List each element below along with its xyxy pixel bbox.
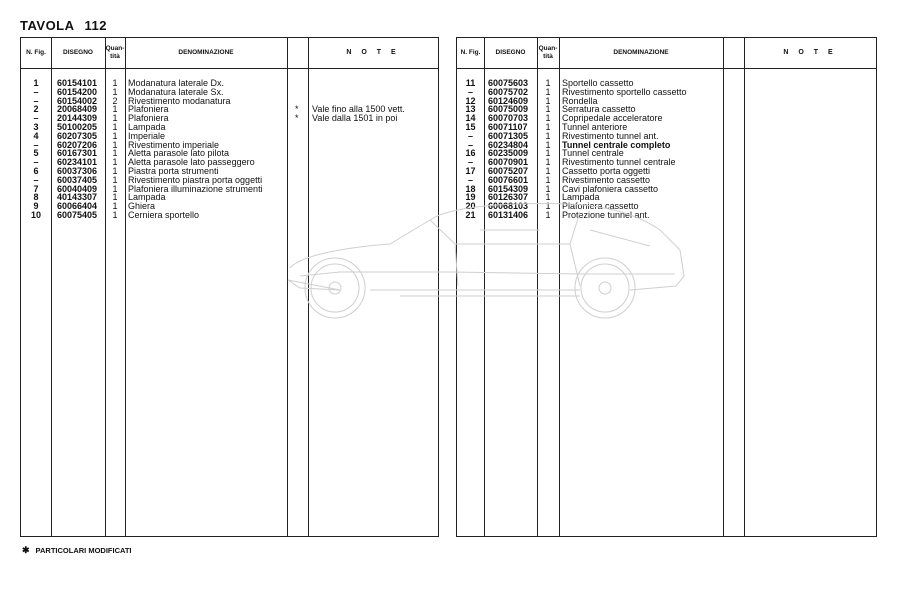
part-number: 60075207: [488, 165, 529, 176]
part-description: Protezione tunnel ant.: [562, 209, 650, 220]
part-description: Serratura cassetto: [562, 104, 636, 115]
part-note: Vale dalla 1501 in poi: [312, 113, 398, 124]
quantity: 1: [545, 139, 551, 150]
part-description: Rivestimento imperiale: [128, 139, 220, 150]
fig-number: –: [467, 130, 473, 141]
quantity: 1: [112, 121, 118, 132]
fig-number: –: [467, 174, 473, 185]
part-number: 60071107: [488, 121, 528, 132]
quantity: 1: [545, 86, 551, 97]
part-number: 60075702: [488, 86, 529, 97]
part-description: Plafoniera cassetto: [562, 201, 639, 212]
modified-mark: *: [295, 104, 299, 115]
quantity: 1: [545, 174, 551, 185]
header-disegno: DISEGNO: [495, 49, 526, 56]
footnote: [22, 545, 132, 556]
car-outline-illustration: [280, 190, 690, 330]
part-description: Rivestimento cassetto: [562, 174, 651, 185]
part-description: Imperiale: [128, 130, 166, 141]
quantity: 1: [545, 183, 551, 194]
part-description: Aletta parasole lato passeggero: [128, 157, 255, 168]
part-description: Cavi plafoniera cassetto: [562, 183, 659, 194]
quantity: 1: [545, 192, 551, 203]
part-number: 60154101: [57, 78, 98, 88]
part-description: Tunnel centrale: [562, 148, 624, 159]
part-number: 60068103: [488, 201, 529, 212]
quantity: 1: [545, 148, 551, 159]
part-description: Sportello cassetto: [562, 78, 634, 88]
fig-number: 4: [33, 130, 39, 141]
fig-number: 3: [33, 121, 39, 132]
fig-number: 2: [33, 104, 39, 115]
footnote-text: PARTICOLARI MODIFICATI: [35, 546, 132, 555]
part-number: 60154002: [57, 95, 98, 106]
quantity: 1: [112, 201, 118, 212]
quantity: 1: [545, 130, 551, 141]
part-number: 20144309: [57, 113, 98, 124]
header-note: N O T E: [346, 49, 400, 56]
part-description: Rivestimento tunnel ant.: [562, 130, 659, 141]
quantity: 1: [112, 157, 118, 168]
part-description: Rivestimento modanatura: [128, 95, 231, 106]
title-label: TAVOLA: [20, 18, 75, 33]
quantity: 1: [112, 113, 118, 124]
part-number: 60075405: [57, 209, 98, 220]
part-number: 60234101: [57, 157, 98, 168]
part-description: Cassetto porta oggetti: [562, 165, 651, 176]
fig-number: 6: [33, 165, 39, 176]
fig-number: –: [467, 157, 473, 168]
part-number: 60066404: [57, 201, 98, 212]
fig-number: –: [33, 113, 39, 124]
quantity: 1: [545, 78, 551, 88]
part-description: Piastra porta strumenti: [128, 165, 219, 176]
fig-number: 8: [33, 192, 39, 203]
part-number: 60070703: [488, 113, 529, 124]
header-fig: N. Fig.: [460, 49, 481, 56]
fig-number: –: [33, 139, 39, 150]
quantity: 1: [545, 113, 551, 124]
part-description: Lampada: [562, 192, 600, 203]
part-description: Copripedale acceleratore: [562, 113, 663, 124]
part-number: 60207206: [57, 139, 98, 150]
part-description: Lampada: [128, 192, 166, 203]
quantity: 1: [545, 209, 551, 220]
fig-number: 21: [465, 209, 476, 220]
part-description: Tunnel centrale completo: [562, 139, 671, 150]
quantity: 1: [545, 201, 551, 212]
part-note: Vale fino alla 1500 vett.: [312, 104, 405, 115]
fig-number: –: [33, 174, 39, 185]
fig-number: –: [33, 157, 39, 168]
quantity: 1: [112, 130, 118, 141]
quantity: 1: [545, 104, 551, 115]
quantity: 1: [545, 157, 551, 168]
part-description: Lampada: [128, 121, 166, 132]
fig-number: 9: [33, 201, 39, 212]
part-number: 60207305: [57, 130, 98, 141]
part-description: Plafoniera: [128, 104, 169, 115]
part-number: 60076601: [488, 174, 529, 185]
part-description: Plafoniera illuminazione strumenti: [128, 183, 263, 194]
header-quantita: Quan- tità: [538, 45, 558, 60]
table-number: 112: [84, 18, 107, 33]
fig-number: –: [33, 95, 39, 106]
part-description: Modanatura laterale Sx.: [128, 86, 224, 97]
quantity: 1: [112, 78, 118, 88]
fig-number: –: [467, 139, 473, 150]
part-number: 40143307: [57, 192, 98, 203]
quantity: 1: [112, 183, 118, 194]
fig-number: 1: [33, 78, 39, 88]
modified-mark: *: [295, 113, 299, 124]
part-number: 60235009: [488, 148, 529, 159]
fig-number: 13: [465, 104, 476, 115]
fig-number: 5: [33, 148, 39, 159]
part-number: 60071305: [488, 130, 529, 141]
fig-number: 19: [465, 192, 476, 203]
fig-number: 7: [33, 183, 39, 194]
quantity: 1: [545, 95, 551, 106]
quantity: 1: [112, 139, 118, 150]
quantity: 1: [112, 174, 118, 185]
fig-number: 17: [465, 165, 476, 176]
quantity: 1: [112, 86, 118, 97]
part-number: 60154309: [488, 183, 529, 194]
page-title: [20, 18, 107, 33]
part-description: Rivestimento tunnel centrale: [562, 157, 676, 168]
quantity: 1: [545, 165, 551, 176]
part-description: Cerniera sportello: [128, 209, 200, 220]
header-note: N O T E: [783, 49, 837, 56]
part-number: 60037405: [57, 174, 98, 185]
part-description: Rivestimento sportello cassetto: [562, 86, 687, 97]
quantity: 1: [545, 121, 551, 132]
fig-number: 11: [465, 78, 476, 88]
part-number: 60037306: [57, 165, 98, 176]
part-description: Aletta parasole lato pilota: [128, 148, 230, 159]
quantity: 1: [112, 148, 118, 159]
quantity: 1: [112, 104, 118, 115]
fig-number: –: [33, 86, 39, 97]
part-description: Modanatura laterale Dx.: [128, 78, 225, 88]
fig-number: 14: [465, 113, 476, 124]
part-description: Ghiera: [128, 201, 156, 212]
quantity: 1: [112, 209, 118, 220]
part-number: 60124609: [488, 95, 529, 106]
part-number: 60167301: [57, 148, 98, 159]
quantity: 1: [112, 192, 118, 203]
part-number: 60075603: [488, 78, 529, 88]
part-number: 20068409: [57, 104, 98, 115]
part-number: 60234804: [488, 139, 529, 150]
header-fig: N. Fig.: [26, 49, 46, 56]
quantity: 1: [112, 165, 118, 176]
header-disegno: DISEGNO: [63, 49, 93, 56]
fig-number: 15: [465, 121, 476, 132]
fig-number: 18: [465, 183, 476, 194]
fig-number: 12: [465, 95, 476, 106]
part-description: Tunnel anteriore: [562, 121, 628, 132]
part-number: 50100205: [57, 121, 98, 132]
part-description: Rondella: [562, 95, 598, 106]
asterisk-icon: ✱: [22, 545, 30, 555]
part-description: Rivestimento piastra porta oggetti: [128, 174, 263, 185]
fig-number: 20: [465, 201, 476, 212]
part-number: 60126307: [488, 192, 529, 203]
fig-number: 10: [30, 209, 41, 220]
header-denominazione: DENOMINAZIONE: [613, 49, 669, 56]
part-number: 60040409: [57, 183, 98, 194]
part-number: 60131406: [488, 209, 529, 220]
part-number: 60154200: [57, 86, 98, 97]
part-number: 60075009: [488, 104, 529, 115]
part-number: 60070901: [488, 157, 529, 168]
quantity: 2: [112, 95, 118, 106]
fig-number: –: [467, 86, 473, 97]
fig-number: 16: [465, 148, 476, 159]
header-quantita: Quan- tità: [105, 45, 125, 60]
part-description: Plafoniera: [128, 113, 169, 124]
header-denominazione: DENOMINAZIONE: [178, 49, 234, 56]
